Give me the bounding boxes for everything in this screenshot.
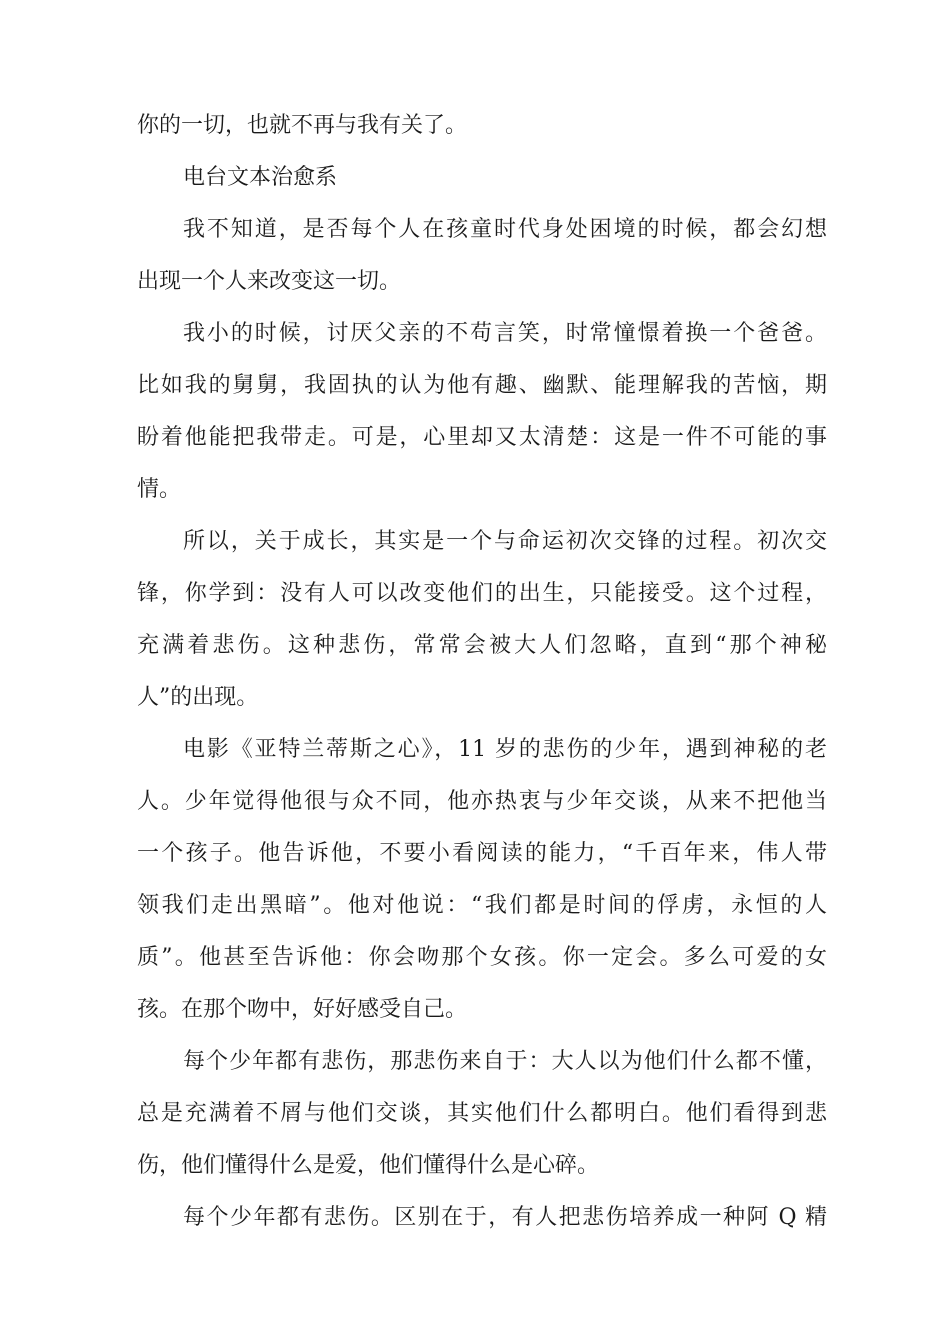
text-line: 一个孩子。他告诉他，不要小看阅读的能力，“千百年来，伟人带 [137,841,827,866]
text-line: 充满着悲伤。这种悲伤，常常会被大人们忽略，直到“那个神秘 [137,633,827,658]
text-line: 电影《亚特兰蒂斯之心》，11 岁的悲伤的少年，遇到神秘的老 [183,737,827,762]
text-line: 伤，他们懂得什么是爱，他们懂得什么是心碎。 [137,1153,600,1178]
paragraph [137,100,827,152]
text-line: 质”。他甚至告诉他：你会吻那个女孩。你一定会。多么可爱的女 [137,945,827,970]
text-line: 所以，关于成长，其实是一个与命运初次交锋的过程。初次交 [183,529,827,554]
text-line: 比如我的舅舅，我固执的认为他有趣、幽默、能理解我的苦恼，期 [137,373,827,398]
paragraph [137,204,827,308]
paragraph [137,152,827,204]
text-line: 人。少年觉得他很与众不同，他亦热衷与少年交谈，从来不把他当 [137,789,827,814]
paragraph [137,724,827,1036]
text-line: 你的一切，也就不再与我有关了。 [137,113,468,138]
text-line: 锋，你学到：没有人可以改变他们的出生，只能接受。这个过程， [137,581,827,606]
text-line: 情。 [137,477,182,502]
text-line: 出现一个人来改变这一切。 [137,269,402,294]
text-line: 人”的出现。 [137,685,259,710]
text-line: 总是充满着不屑与他们交谈，其实他们什么都明白。他们看得到悲 [137,1101,827,1126]
text-line: 盼着他能把我带走。可是，心里却又太清楚：这是一件不可能的事 [137,425,827,450]
text-line: 孩。在那个吻中，好好感受自己。 [137,997,468,1022]
text-line: 每个少年都有悲伤，那悲伤来自于：大人以为他们什么都不懂， [183,1049,827,1074]
text-line: 领我们走出黑暗”。他对他说：“我们都是时间的俘虏，永恒的人 [137,893,827,918]
text-line: 我不知道，是否每个人在孩童时代身处困境的时候，都会幻想 [183,217,827,242]
paragraph [137,1192,827,1244]
document-body [137,100,827,1244]
text-line: 每个少年都有悲伤。区别在于，有人把悲伤培养成一种阿 Q 精 [183,1205,827,1230]
paragraph [137,308,827,516]
text-line: 我小的时候，讨厌父亲的不苟言笑，时常憧憬着换一个爸爸。 [183,321,827,346]
paragraph [137,1036,827,1192]
text-line: 电台文本治愈系 [183,165,338,190]
paragraph [137,516,827,724]
